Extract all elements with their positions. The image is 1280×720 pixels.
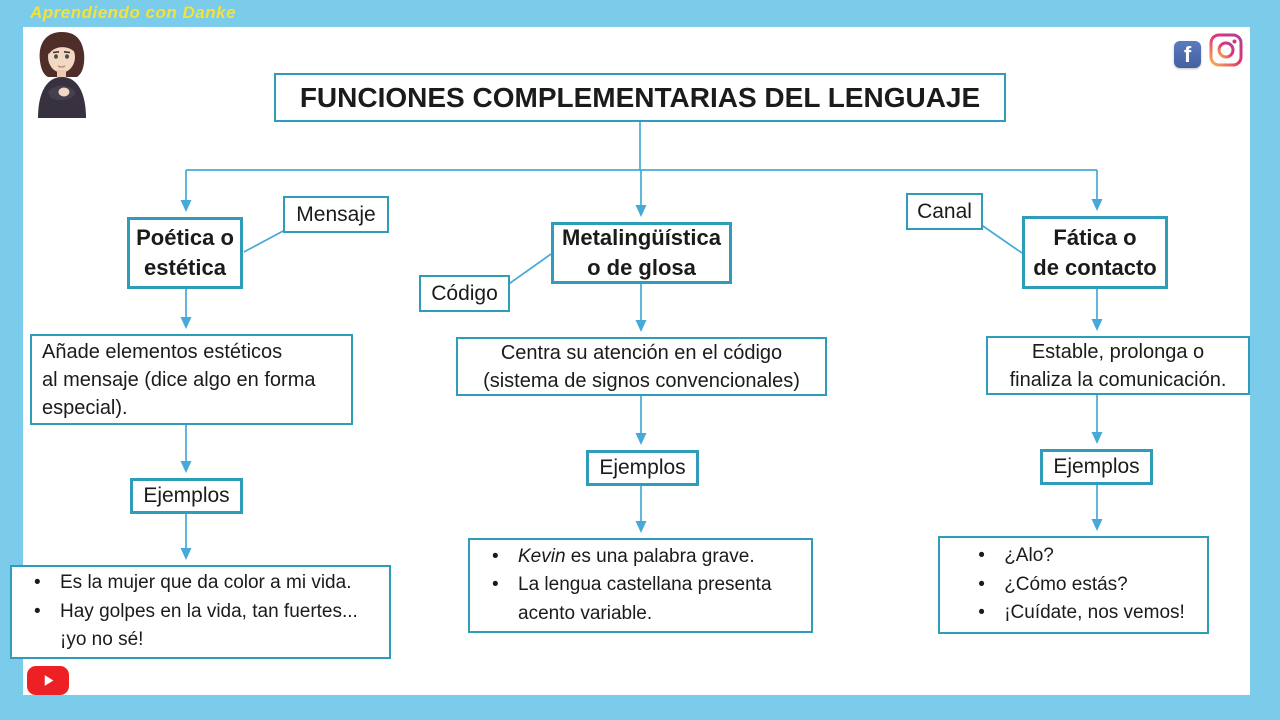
- factor-box-canal: Canal: [906, 193, 983, 230]
- concept-box-fatica: [1022, 216, 1168, 289]
- diagram-title: FUNCIONES COMPLEMENTARIAS DEL LENGUAJE: [274, 73, 1006, 122]
- examples-box-metalinguistica: [468, 538, 813, 633]
- ejemplos-box-poetica: Ejemplos: [130, 478, 243, 514]
- social-icons: [1174, 33, 1243, 72]
- concept-line: Fática o: [1053, 224, 1137, 250]
- examples-box-poetica: [10, 565, 391, 659]
- ejemplos-box-fatica: Ejemplos: [1040, 449, 1153, 485]
- ejemplos-box-metalinguistica: Ejemplos: [586, 450, 699, 486]
- description-line: especial).: [42, 396, 128, 419]
- concept-line: estética: [144, 255, 226, 280]
- concept-line: o de glosa: [587, 255, 696, 280]
- channel-name: Aprendiendo con Danke: [30, 3, 237, 22]
- example-item: • ¿Alo?: [976, 542, 1185, 571]
- example-item: • Es la mujer que da color a mi vida.: [32, 569, 383, 598]
- example-item: • Kevin es una palabra grave.: [490, 543, 805, 572]
- example-item: • ¿Cómo estás?: [976, 571, 1185, 600]
- concept-line: de contacto: [1033, 254, 1157, 280]
- facebook-icon[interactable]: f: [1174, 41, 1201, 68]
- description-box-metalinguistica: [456, 337, 827, 396]
- description-line: Añade elementos estéticos: [42, 340, 283, 363]
- concept-box-poetica: [127, 217, 243, 289]
- factor-box-codigo: Código: [419, 275, 510, 312]
- concept-box-metalinguistica: [551, 222, 732, 284]
- description-line: Estable, prolonga o: [1031, 340, 1205, 363]
- youtube-icon[interactable]: [27, 666, 69, 695]
- description-box-poetica: [30, 334, 353, 425]
- example-item: • Hay golpes en la vida, tan fuertes... ¡yo no sé!: [32, 598, 383, 655]
- factor-box-mensaje: Mensaje: [283, 196, 389, 233]
- concept-line: Metalingüística: [562, 225, 721, 251]
- description-box-fatica: [986, 336, 1250, 395]
- example-item: • ¡Cuídate, nos vemos!: [976, 599, 1185, 628]
- description-line: finaliza la comunicación.: [1009, 368, 1227, 391]
- description-line: Centra su atención en el código: [500, 341, 783, 364]
- description-line: al mensaje (dice algo en forma: [42, 368, 316, 391]
- instagram-icon[interactable]: [1209, 33, 1243, 72]
- example-item: • La lengua castellana presenta acento variable.: [490, 571, 805, 628]
- description-line: (sistema de signos convencionales): [483, 369, 800, 392]
- concept-line: Poética o: [136, 225, 234, 251]
- examples-box-fatica: [938, 536, 1209, 634]
- channel-avatar: [27, 30, 97, 118]
